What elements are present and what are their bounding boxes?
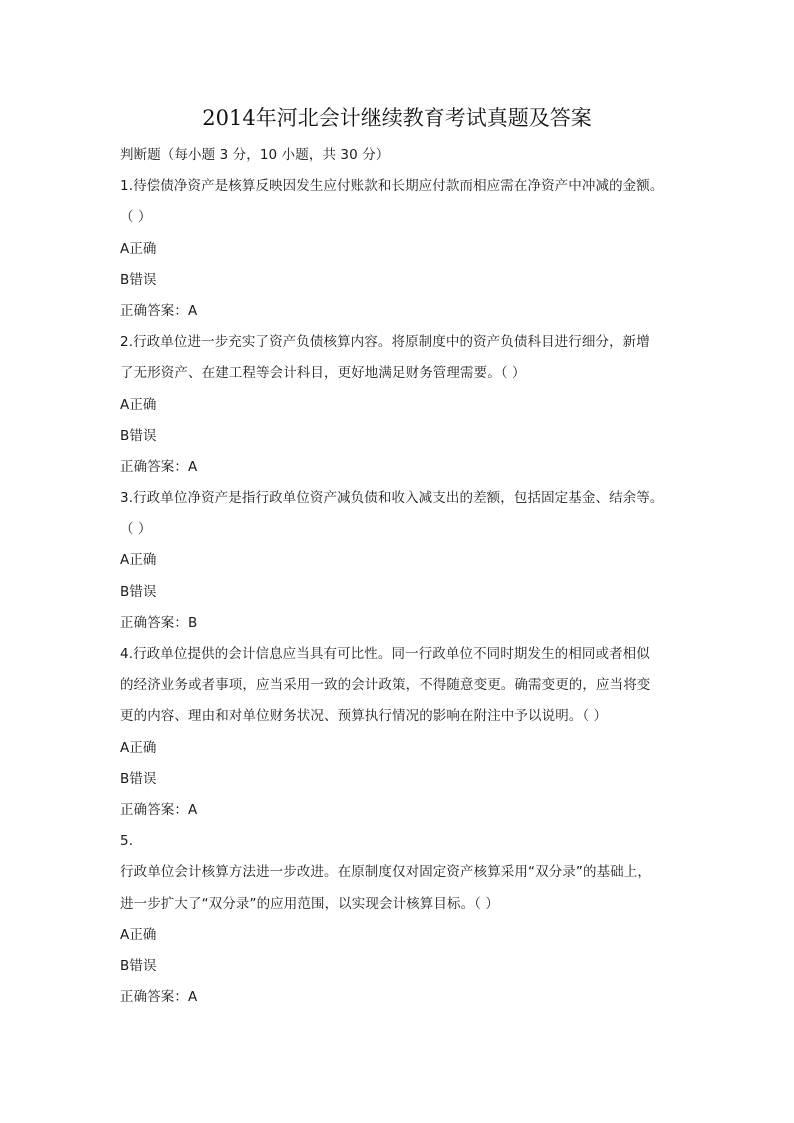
question-5-option-b: B错误: [120, 957, 157, 974]
question-3-text-line-2: （ ）: [120, 521, 152, 538]
question-2-option-a: A正确: [120, 396, 157, 413]
question-3-answer: 正确答案：B: [120, 614, 198, 631]
question-2-option-b: B错误: [120, 427, 157, 444]
question-2-text-line-2: 了无形资产、在建工程等会计科目，更好地满足财务管理需要。（ ）: [120, 365, 526, 382]
question-4-text-line-3: 更的内容、理由和对单位财务状况、预算执行情况的影响在附注中予以说明。（ ）: [120, 708, 608, 725]
question-2-answer: 正确答案：A: [120, 458, 198, 475]
question-5-number: 5.: [120, 833, 134, 850]
question-2-text-line-1: 2.行政单位进一步充实了资产负债核算内容。将原制度中的资产负债科目进行细分，新增: [120, 334, 650, 351]
question-5-answer: 正确答案：A: [120, 989, 198, 1006]
question-4-text-line-2: 的经济业务或者事项，应当采用一致的会计政策，不得随意变更。确需变更的，应当将变: [120, 677, 651, 694]
question-4-text-line-1: 4.行政单位提供的会计信息应当具有可比性。同一行政单位不同时期发生的相同或者相似: [120, 646, 650, 662]
question-1-answer: 正确答案：A: [120, 302, 198, 319]
question-3-text-line-1: 3.行政单位净资产是指行政单位资产减负债和收入减支出的差额，包括固定基金、结余等。: [120, 490, 664, 507]
question-1-option-b: B错误: [120, 271, 157, 288]
question-5-text-line-1: 行政单位会计核算方法进一步改进。在原制度仅对固定资产核算采用“双分录”的基础上，: [120, 864, 651, 881]
question-1-option-a: A正确: [120, 240, 157, 257]
question-3-option-a: A正确: [120, 552, 157, 569]
section-header: 判断题（每小题 3 分，10 小题，共 30 分）: [120, 147, 390, 163]
question-1-text-line-1: 1.待偿债净资产是核算反映因发生应付账款和长期应付款而相应需在净资产中冲减的金额。: [120, 178, 664, 195]
question-4-answer: 正确答案：A: [120, 801, 198, 818]
question-4-option-b: B错误: [120, 770, 157, 787]
document-title: 2014年河北会计继续教育考试真题及答案: [202, 106, 592, 130]
question-3-option-b: B错误: [120, 583, 157, 600]
question-5-text-line-2: 进一步扩大了“双分录”的应用范围，以实现会计核算目标。（ ）: [120, 895, 500, 912]
document-body: [120, 140, 680, 1013]
question-5-option-a: A正确: [120, 926, 157, 943]
question-4-option-a: A正确: [120, 739, 157, 756]
question-1-text-line-2: （ ）: [120, 209, 152, 226]
